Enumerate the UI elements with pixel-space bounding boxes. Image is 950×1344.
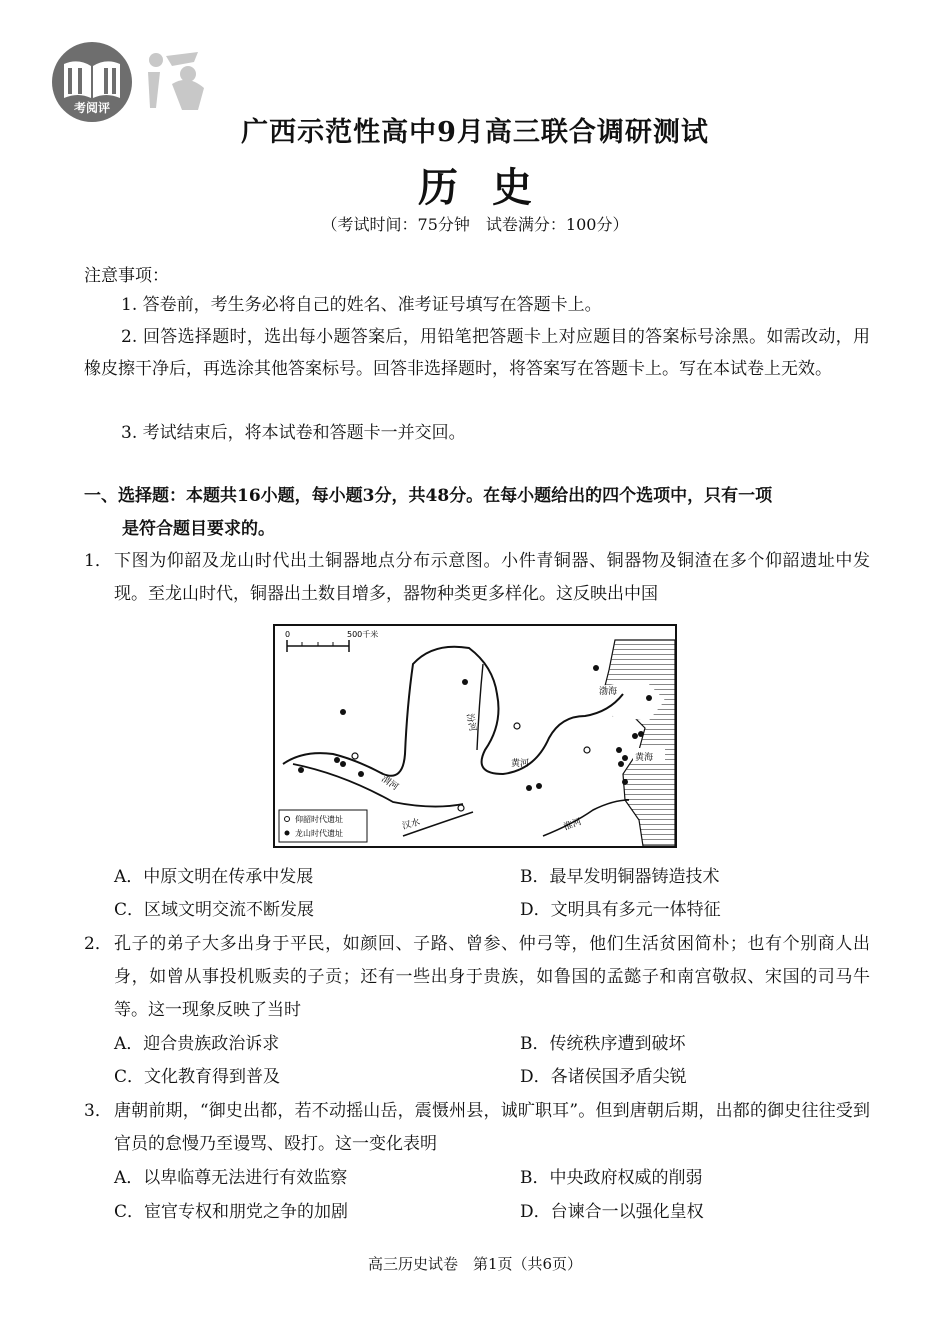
q2-option-c: C．文化教育得到普及 [114, 1067, 281, 1087]
question-stem: 下图为仰韶及龙山时代出土铜器地点分布示意图。小件青铜器、铜器物及铜渣在多个仰韶遗址中发现。至龙山时代，铜器出土数目增多，器物种类更多样化。这反映出中国 [114, 551, 870, 604]
bronze-site-map [273, 624, 677, 848]
page-footer: 高三历史试卷 第1页（共6页） [367, 1255, 583, 1273]
question-3 [84, 1095, 870, 1161]
question-number: 1． [84, 551, 112, 571]
exam-info: （考试时间：75分钟 试卷满分：100分） [321, 215, 629, 234]
question-number: 2． [84, 934, 112, 954]
sea-huanghai: 黄海 [635, 753, 654, 763]
scale-zero: 0 [285, 630, 291, 639]
scale-label: 500千米 [347, 630, 379, 639]
river-huai: 淮河 [562, 817, 583, 833]
section-heading-line2: 是符合题目要求的。 [122, 519, 275, 539]
notice-item-1: 1. 答卷前，考生务必将自己的姓名、准考证号填写在答题卡上。 [121, 295, 602, 315]
river-huang: 黄河 [511, 759, 530, 769]
question-1 [84, 545, 870, 611]
q3-option-a: A．以卑临尊无法进行有效监察 [114, 1168, 348, 1188]
question-2 [84, 928, 870, 1027]
q1-option-b: B．最早发明铜器铸造技术 [520, 867, 720, 887]
logo-text: 考阅评 [73, 101, 111, 115]
question-stem: 孔子的弟子大多出身于平民，如颜回、子路、曾参、仲弓等，他们生活贫困简朴；也有个别商人出身，如曾从事投机贩卖的子贡；还有一些出身于贵族，如鲁国的孟懿子和南宫敬叔、宋国的司马牛等。这一现象反映了当时 [114, 934, 870, 1020]
q2-option-d: D．各诸侯国矛盾尖锐 [520, 1067, 687, 1087]
river-han: 汉水 [401, 817, 422, 832]
q1-option-d: D．文明具有多元一体特征 [520, 900, 721, 920]
legend-longshan: 龙山时代遗址 [295, 829, 343, 838]
legend-yangshao: 仰韶时代遗址 [295, 815, 343, 824]
section-heading [84, 480, 874, 546]
q2-option-b: B．传统秩序遭到破坏 [520, 1034, 686, 1054]
notice-item-2: 2. 回答选择题时，选出每小题答案后，用铅笔把答题卡上对应题目的答案标号涂黑。如需改动，用橡皮擦干净后，再选涂其他答案标号。回答非选择题时，将答案写在答题卡上。写在本试卷上无效。 [84, 327, 870, 379]
q3-option-d: D．台谏合一以强化皇权 [520, 1202, 704, 1222]
river-fen: 汾河 [464, 712, 478, 733]
exam-title: 广西示范性高中9月高三联合调研测试 [241, 117, 709, 148]
q3-option-b: B．中央政府权威的削弱 [520, 1168, 703, 1188]
notice-heading: 注意事项： [84, 266, 169, 286]
q2-option-a: A．迎合贵族政治诉求 [114, 1034, 280, 1054]
section-heading-line1: 一、选择题：本题共16小题，每小题3分，共48分。在每小题给出的四个选项中，只有一项 [84, 486, 773, 506]
notice-item-3: 3. 考试结束后，将本试卷和答题卡一并交回。 [121, 423, 466, 443]
question-stem: 唐朝前期，“御史出都，若不动摇山岳，震慑州县，诚旷职耳”。但到唐朝后期，出都的御史往往受到官员的怠慢乃至谩骂、殴打。这一变化表明 [114, 1101, 870, 1154]
q1-option-a: A．中原文明在传承中发展 [114, 867, 314, 887]
river-wei: 渭河 [379, 774, 400, 793]
q3-option-c: C．宦官专权和朋党之争的加剧 [114, 1202, 349, 1222]
subject-title: 历史 [418, 164, 566, 211]
q1-option-c: C．区域文明交流不断发展 [114, 900, 315, 920]
sea-bohai: 渤海 [599, 687, 618, 697]
question-number: 3． [84, 1101, 112, 1121]
